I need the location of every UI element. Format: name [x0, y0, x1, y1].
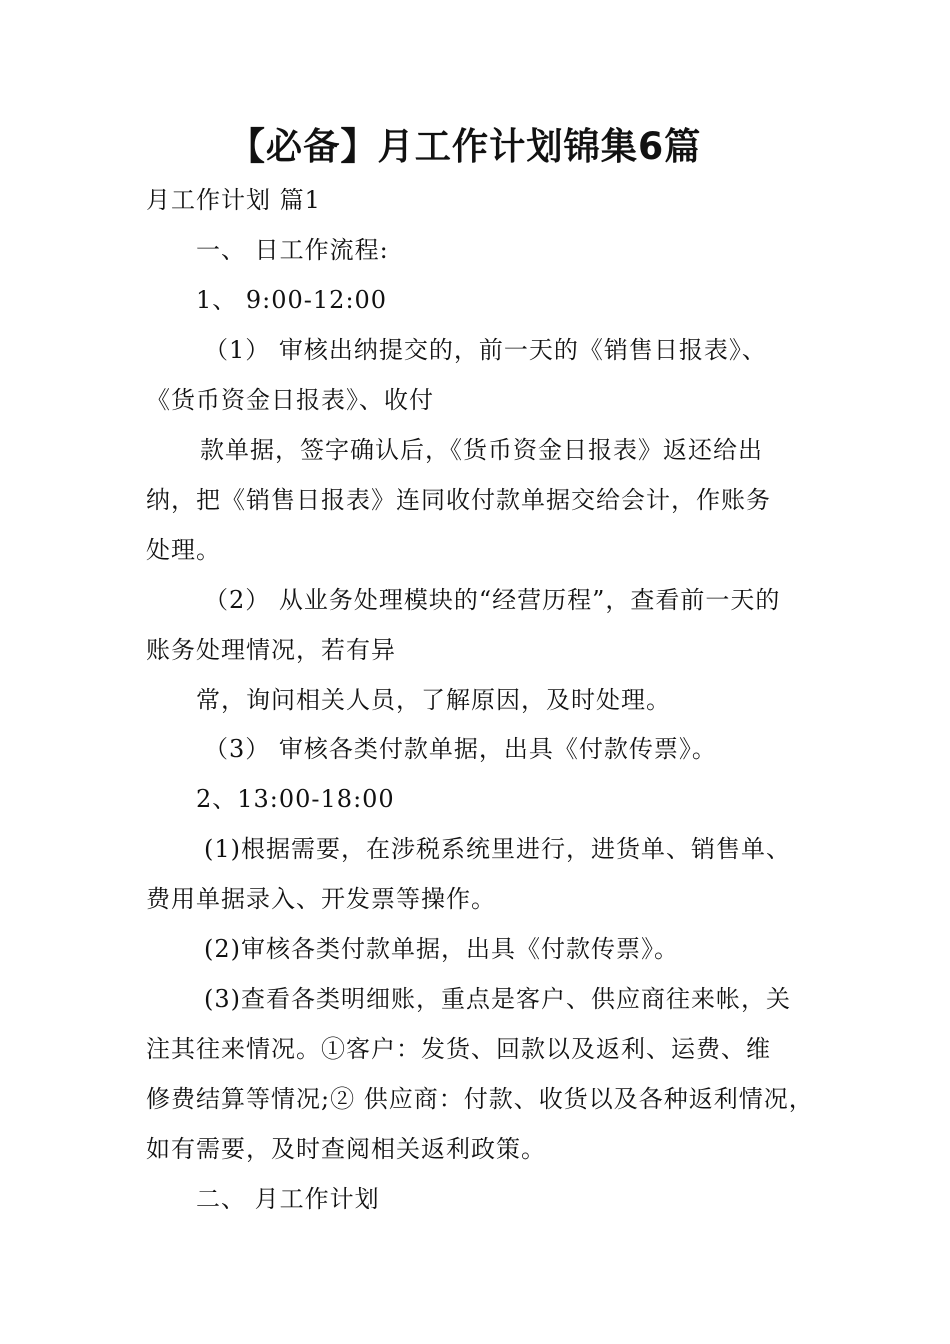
subsection-heading: 二、 月工作计划 [196, 1185, 380, 1213]
paragraph-line: 费用单据录入、开发票等操作。 [146, 885, 496, 913]
paragraph-line: 处理。 [146, 536, 221, 564]
paragraph-line: （2） 从业务处理模块的“经营历程”，查看前一天的 [204, 586, 781, 614]
paragraph-line: 账务处理情况，若有异 [146, 636, 396, 664]
paragraph-line: （3） 审核各类付款单据，出具《付款传票》。 [204, 735, 717, 763]
paragraph-line: 《货币资金日报表》、收付 [146, 386, 434, 414]
document-title: 【必备】月工作计划锦集6篇 [228, 125, 702, 168]
paragraph-line: 纳，把《销售日报表》连同收付款单据交给会计，作账务 [146, 486, 771, 514]
paragraph-line: (1)根据需要，在涉税系统里进行，进货单、销售单、 [204, 835, 791, 863]
paragraph-line: 修费结算等情况;② 供应商：付款、收货以及各种返利情况， [146, 1085, 814, 1113]
paragraph-line: 注其往来情况。①客户：发货、回款以及返利、运费、维 [146, 1035, 771, 1063]
paragraph-line: 如有需要，及时查阅相关返利政策。 [146, 1135, 546, 1163]
paragraph-line: 1、 9:00-12:00 [196, 286, 388, 314]
paragraph-line: 常，询问相关人员，了解原因，及时处理。 [196, 686, 671, 714]
paragraph-line: （1） 审核出纳提交的，前一天的《销售日报表》、 [204, 336, 767, 364]
paragraph-line: 款单据，签字确认后，《货币资金日报表》返还给出 [200, 436, 763, 464]
paragraph-line: 一、 日工作流程: [196, 236, 389, 264]
paragraph-line: (3)查看各类明细账，重点是客户、供应商往来帐，关 [204, 985, 791, 1013]
paragraph-line: 2、13:00-18:00 [196, 785, 395, 813]
paragraph-line: (2)审核各类付款单据，出具《付款传票》。 [204, 935, 679, 963]
section-heading: 月工作计划 篇1 [146, 186, 321, 214]
